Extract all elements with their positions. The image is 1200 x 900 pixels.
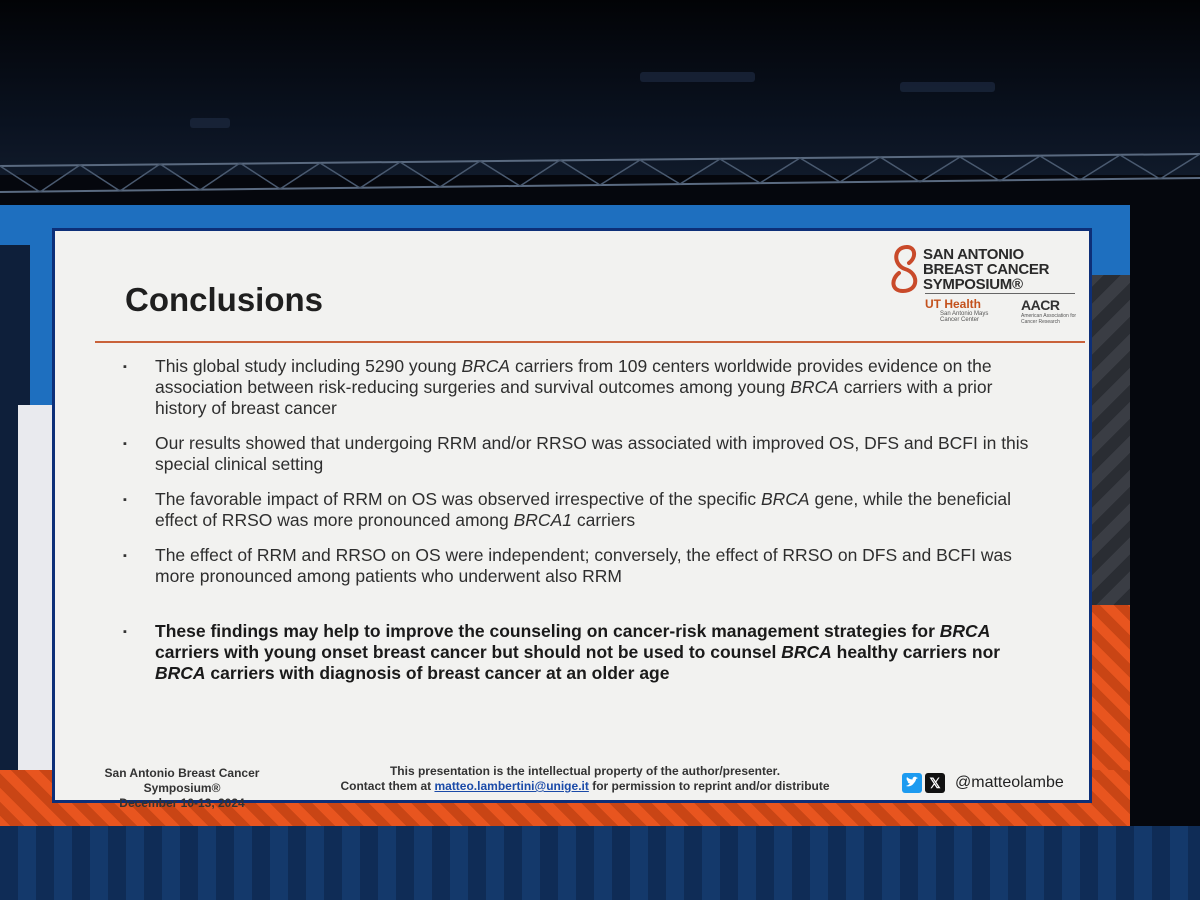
aacr-subtitle: American Association for Cancer Research xyxy=(1021,313,1077,325)
logo-line-1: SAN ANTONIO xyxy=(923,246,1024,263)
gene-name: BRCA xyxy=(461,356,511,376)
bullet-text: These findings may help to improve the counseling on cancer-risk management strategies for xyxy=(155,621,940,641)
bullet-text: carriers xyxy=(571,510,636,530)
x-logo-icon: 𝕏 xyxy=(925,773,945,793)
bullet-marker-icon: ▪ xyxy=(123,550,127,562)
sabcs-logo xyxy=(885,241,1085,331)
copyright-line: This presentation is the intellectual property of the author/presenter. xyxy=(389,764,781,778)
ceiling-light xyxy=(900,82,995,92)
bullet-text: carriers with diagnosis of breast cancer at an older age xyxy=(205,663,670,683)
bullet-text: healthy carriers nor xyxy=(831,642,1001,662)
sabcs-logo-text xyxy=(923,247,1083,292)
social-handle: @matteolambe xyxy=(955,774,1064,791)
bullet-text: The effect of RRM and RRSO on OS were independent; conversely, the effect of RRSO on DFS and BCFI was more pronounced among patients who underwent also RRM xyxy=(155,545,1012,586)
symposium-name: San Antonio Breast Cancer Symposium® xyxy=(104,766,260,795)
symposium-footer xyxy=(67,766,297,811)
gene-name: BRCA xyxy=(939,621,991,641)
aacr-logo: AACR xyxy=(1021,297,1060,313)
bullet-marker-icon: ▪ xyxy=(123,361,127,373)
pink-ribbon-icon xyxy=(885,243,925,295)
slide-title: Conclusions xyxy=(125,281,324,318)
contact-email-link[interactable]: matteo.lambertini@unige.it xyxy=(434,779,589,793)
conclusion-bullet xyxy=(115,545,1045,587)
social-handle-group xyxy=(902,771,1064,795)
stage-truss xyxy=(0,152,1200,200)
ceiling-light xyxy=(190,118,230,128)
bullet-marker-icon: ▪ xyxy=(123,494,127,506)
bullet-text: carriers from 109 centers worldwide provides evidence on the association between risk-reducing surgeries and survival outcomes among young xyxy=(155,356,992,397)
ceiling-light xyxy=(640,72,755,82)
contact-prefix: Contact them at xyxy=(340,779,435,793)
logo-line-3: SYMPOSIUM® xyxy=(923,276,1023,293)
logo-divider xyxy=(925,293,1075,294)
bullet-text: gene, while the beneficial effect of RRSO was more pronounced among xyxy=(155,489,1011,530)
gene-name: BRCA1 xyxy=(513,510,572,530)
bullet-marker-icon: ▪ xyxy=(123,438,127,450)
contact-line xyxy=(305,779,865,794)
conclusion-bullet xyxy=(115,433,1045,475)
symposium-dates: December 10-13, 2024 xyxy=(119,796,245,810)
gene-name: BRCA xyxy=(760,489,810,509)
slide xyxy=(52,228,1092,810)
contact-suffix: for permission to reprint and/or distribute xyxy=(588,779,830,793)
conclusion-bullet xyxy=(115,489,1045,531)
gene-name: BRCA xyxy=(155,663,206,683)
gene-name: BRCA xyxy=(790,377,839,397)
twitter-bird-icon xyxy=(902,773,922,793)
conclusion-bullets xyxy=(115,356,1045,698)
gene-name: BRCA xyxy=(781,642,832,662)
bullet-text: This global study including 5290 young xyxy=(155,356,462,376)
logo-line-2: BREAST CANCER xyxy=(923,261,1050,278)
bullet-text: Our results showed that undergoing RRM and/or RRSO was associated with improved OS, DFS and BCFI in this special clinical setting xyxy=(155,433,1029,474)
auditorium-ceiling xyxy=(0,0,1200,175)
bullet-text: The favorable impact of RRM on OS was observed irrespective of the specific xyxy=(155,489,761,509)
copyright-notice xyxy=(305,764,865,794)
ut-health-logo: UT Health xyxy=(925,297,982,311)
bullet-text: carriers with a prior history of breast cancer xyxy=(155,377,993,418)
stage-curtain xyxy=(0,826,1200,900)
ut-health-subtitle: San Antonio Mays Cancer Center xyxy=(940,311,989,323)
title-divider xyxy=(95,341,1085,343)
bullet-marker-icon: ▪ xyxy=(123,626,127,638)
conclusion-bullet xyxy=(115,621,1045,684)
conclusion-bullet xyxy=(115,356,1045,419)
bullet-text: carriers with young onset breast cancer but should not be used to counsel xyxy=(155,642,782,662)
